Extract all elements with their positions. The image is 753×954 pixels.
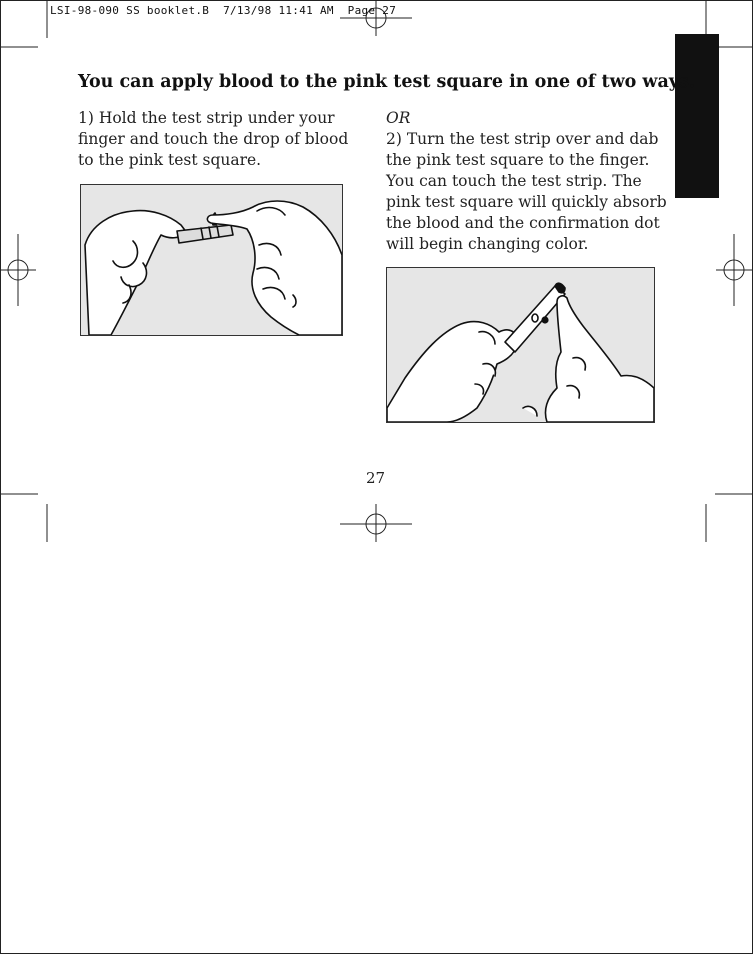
hands-dab-illustration xyxy=(387,268,654,422)
registration-mark-right xyxy=(716,234,753,306)
method-2-line: the blood and the confirmation dot xyxy=(386,214,660,232)
slug-line: LSI-98-090 SS booklet.B 7/13/98 11:41 AM Page 27 xyxy=(50,4,397,17)
method-2-text xyxy=(386,108,676,255)
registration-mark-bottom xyxy=(340,504,412,542)
registration-mark-left xyxy=(0,234,36,306)
illustration-strip-dab-finger xyxy=(386,267,655,423)
illustration-strip-under-finger xyxy=(80,184,343,336)
method-2-line: 2) Turn the test strip over and dab xyxy=(386,130,659,148)
method-1-text xyxy=(78,108,368,171)
method-1-line: finger and touch the drop of blood xyxy=(78,130,349,148)
method-2-line: You can touch the test strip. The xyxy=(386,172,642,190)
method-1-line: to the pink test square. xyxy=(78,151,262,169)
method-1-line: 1) Hold the test strip under your xyxy=(78,109,335,127)
page-number: 27 xyxy=(366,469,386,487)
method-2-line: will begin changing color. xyxy=(386,235,589,253)
section-tab xyxy=(675,34,719,198)
method-2-line: pink test square will quickly absorb xyxy=(386,193,667,211)
page-heading: You can apply blood to the pink test square in one of two ways. xyxy=(78,72,695,92)
or-label: OR xyxy=(386,109,411,127)
hands-strip-illustration xyxy=(81,185,342,335)
method-2-line: the pink test square to the finger. xyxy=(386,151,650,169)
